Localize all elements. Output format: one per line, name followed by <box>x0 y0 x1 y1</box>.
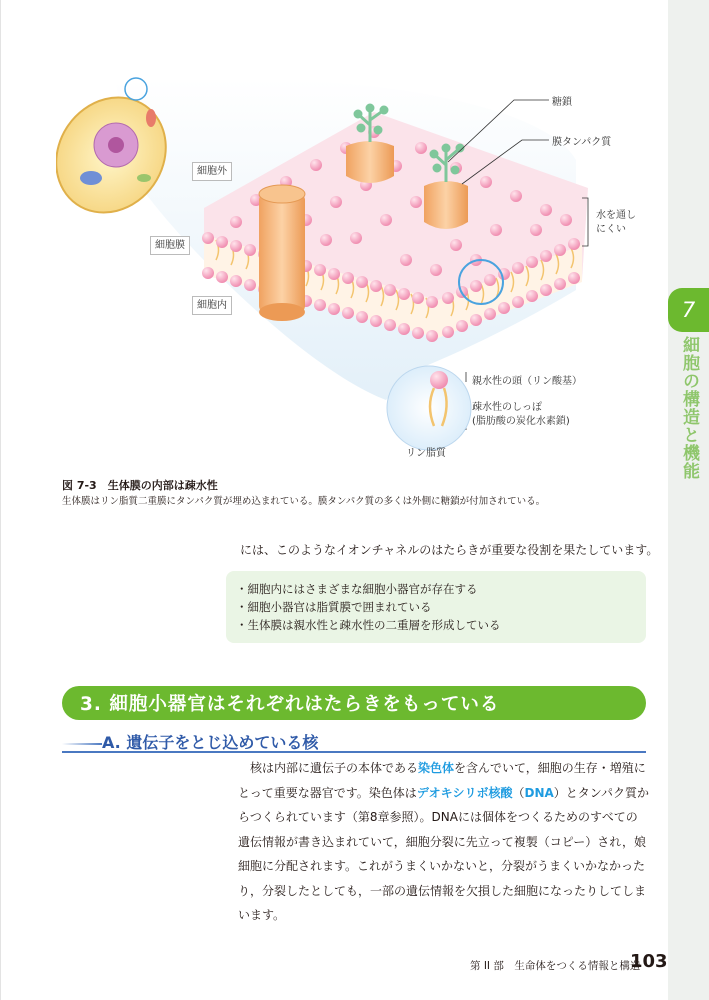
membrane-figure <box>56 70 656 470</box>
term-dna-full: デオキシリボ核酸 <box>416 785 513 800</box>
summary-item: ・細胞小器官は脂質膜で囲まれている <box>236 600 432 614</box>
label-hydrophobic-2: (脂肪酸の炭化水素鎖) <box>472 416 570 427</box>
section-title: 3. 細胞小器官はそれぞれはたらきをもっている <box>80 694 500 715</box>
term-chromosome: 染色体 <box>418 761 455 775</box>
membrane-illustration <box>56 70 656 470</box>
body-line: り，分裂したとしても，一部の遺伝情報を欠損した細胞になったりしてしま <box>238 883 647 898</box>
label-inside: 細胞内 <box>192 296 232 315</box>
label-hydrophobic-1: 疎水性のしっぽ <box>472 402 542 413</box>
channel-protein <box>259 185 305 321</box>
label-water-resist-2: にくい <box>596 224 626 235</box>
label-outside: 細胞外 <box>192 162 232 181</box>
body-line: 細胞に分配されます。これがうまくいかないと，分裂がうまくいかなかった <box>238 859 646 873</box>
label-water-resist-1: 水を通し <box>596 210 636 221</box>
label-membrane-protein: 膜タンパク質 <box>552 137 612 148</box>
subsection-underline-fade <box>62 743 102 745</box>
chapter-number-tab: 7 <box>668 288 709 332</box>
page-number: 103 <box>630 951 668 972</box>
phospholipid-callout <box>387 366 471 450</box>
summary-box <box>226 571 646 643</box>
summary-item: ・生体膜は親水性と疎水性の二重層を形成している <box>236 618 501 632</box>
body-line: らつくられています（第8章参照）。DNAには個体をつくるためのすべての <box>238 810 638 824</box>
summary-item: ・細胞内にはさまざまな細胞小器官が存在する <box>236 582 478 596</box>
chapter-title: 細胞の構造と機能 <box>679 336 699 480</box>
label-sugar-chain: 糖鎖 <box>552 97 572 108</box>
figure-caption-text: 生体膜はリン脂質二重膜にタンパク質が埋め込まれている。膜タンパク質の多くは外側に糖鎖が付加されている。 <box>62 496 546 507</box>
continuation-text: には、このようなイオンチャネルのはたらきが重要な役割を果たしています。 <box>240 543 659 557</box>
page-edge <box>0 0 1 1000</box>
body-line: とって重要な器官です。染色体はデオキシリボ核酸（DNA）とタンパク質か <box>238 785 649 800</box>
term-dna: DNA <box>524 785 554 800</box>
chapter-margin-band <box>668 0 709 1000</box>
label-membrane: 細胞膜 <box>150 236 190 255</box>
footer-part-title: 第 II 部 生命体をつくる情報と構造 <box>470 960 641 972</box>
subsection-title: A. 遺伝子をとじ込めている核 <box>102 733 319 752</box>
body-line: 遺伝情報が書き込まれていて，細胞分裂に先立って複製（コピー）され，娘 <box>238 834 647 849</box>
figure-caption-title: 図 7-3 生体膜の内部は疎水性 <box>62 479 218 492</box>
label-hydrophilic: 親水性の頭（リン酸基） <box>472 376 582 387</box>
body-paragraph <box>238 756 648 928</box>
label-phospholipid: リン脂質 <box>406 448 446 459</box>
section-heading-bar <box>62 686 646 720</box>
body-line: 核は内部に遺伝子の本体である染色体を含んでいて，細胞の生存・増殖に <box>238 761 646 775</box>
body-line: います。 <box>238 908 286 922</box>
